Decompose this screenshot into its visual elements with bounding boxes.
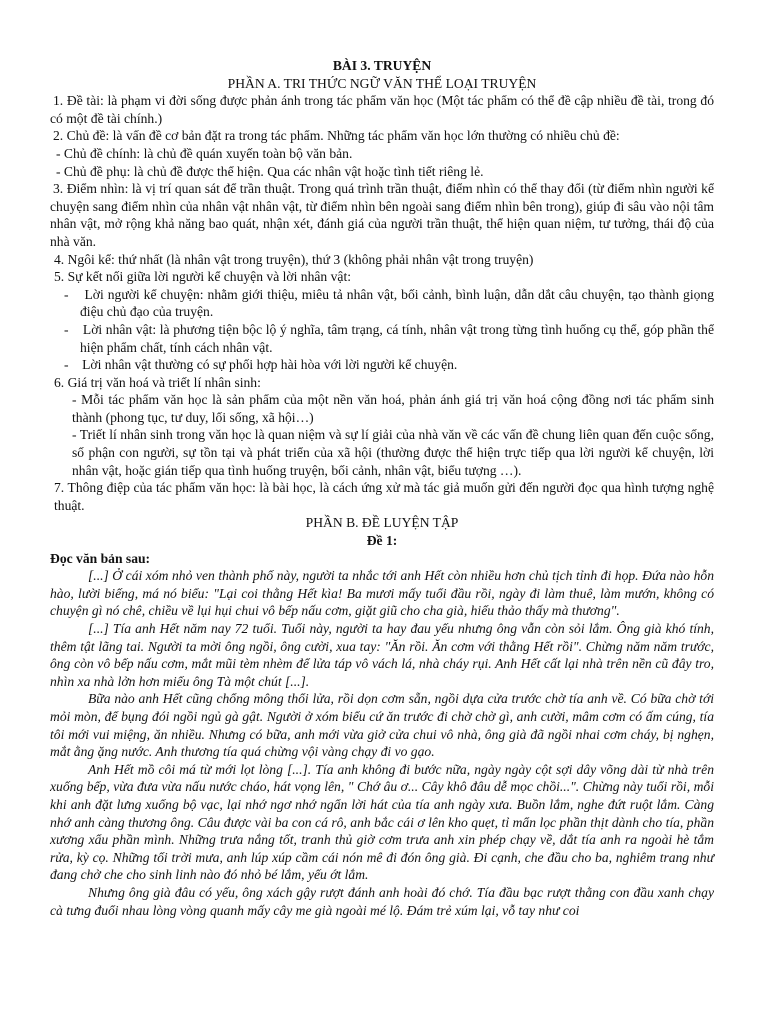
- excerpt-paragraph: Bữa nào anh Hết cũng chổng mông thổi lửa, rồi dọn cơm sẵn, ngồi dựa cửa trước chờ tía anh về. Có bữa chờ tới mỏi mòn, để bụng đói ngồi ngủ gà gật. Người ở xóm biểu cứ ăn trước đi chờ chờ gì, anh cười, mâm cơm có ấm cúng, tía tôi mới vui miệng, ăn nhiều. Nhưng có bữa, anh mới vừa giở cửa chui vô nhà, ông già đã ngồi nhai cơm cháy, bị nghẹn, mắt ằng ặng nước. Anh thương tía quá chừng vội vàng chạy đi vo gạo.: [50, 691, 714, 760]
- excerpt-paragraph: [...] Ở cái xóm nhỏ ven thành phố này, người ta nhắc tới anh Hết còn nhiều hơn chủ tịch tỉnh đi họp. Đứa nào hỗn hào, lười biếng, má nó biểu: "Lại coi thằng Hết kìa! Ba mươi mấy tuổi đầu rồi, ngày đi làm thuê, làm mướn, không có chuyện gì nó chê, chiều về lụi hụi chui vô bếp nấu cơm, giặt giũ cho cha già, hiếu thảo thấy mà thương".: [50, 568, 714, 619]
- item-4-narrative-person: 4. Ngôi kể: thứ nhất (là nhân vật trong truyện), thứ 3 (không phải nhân vật trong truyện): [54, 251, 534, 267]
- list-item-text: Lời người kể chuyện: nhằm giới thiệu, miêu tả nhân vật, bối cảnh, bình luận, dẫn dắt câu chuyện, tạo thành giọng điệu chủ đạo của truyện.: [80, 286, 715, 320]
- part-a-heading: PHẦN A. TRI THỨC NGỮ VĂN THỂ LOẠI TRUYỆN: [227, 75, 537, 91]
- list-dash: -: [64, 357, 69, 373]
- item-2-main-theme: - Chủ đề chính: là chủ đề quán xuyến toàn bộ văn bản.: [56, 145, 353, 161]
- list-dash: -: [64, 286, 69, 302]
- item-6-culture: - Mỗi tác phẩm văn học là sản phẩm của một nền văn hoá, phản ánh giá trị văn hoá cộng đồng nơi tác phẩm sinh thành (phong tục, tư duy, lối sống, xã hội…): [72, 392, 714, 425]
- excerpt-paragraph: Anh Hết mồ côi má từ mới lọt lòng [...]. Tía anh không đi bước nữa, ngày ngày cột sợi dây võng dài từ nhà trên xuống bếp, vừa đưa vừa nấu nước cháo, hát vọng lên, " Chớ âu ơ... Cây khô đâu dễ mọc chồi...". Chừng này tuổi rồi, mỗi khi anh đặt lưng xuống bộ vạc, lại nhớ ngơ nhớ ngẩn lời hát của tía anh ngày xưa. Buồn lắm, nghe đứt ruột lắm. Càng nhớ anh càng thương ông. Câu được vài ba con cá rô, anh bắc cái ơ lên kho quẹt, tỉ mẩn lọc phần thịt dành cho tía, phần xương xẩu phần mình. Những trưa nắng tốt, tranh thủ giờ cơm trưa anh xin phép chạy về, dắt tía anh ra ngoài hè tắm rửa, kỳ cọ. Những tối trời mưa, anh lúp xúp cầm cái nón mê đi đón ông già. Đi cạnh, che đầu cho ba, nghiêm trang như đang chở che cho sinh linh nào đó nhỏ bé lắm, yếu ớt lắm.: [50, 761, 714, 883]
- excerpt-paragraph: [...] Tía anh Hết năm nay 72 tuổi. Tuổi này, người ta hay đau yếu nhưng ông vẫn còn sỏi lắm. Ông già khó tính, thêm tật lãng tai. Người ta mời ông ngồi, ông cười, xua tay: "Ăn rồi. Ăn cơm với thằng Hết rồi". Chừng năm năm trước, ông còn vô bếp nấu cơm, mắt mũi tèm nhèm để lửa táp vô vách lá, nhà cháy rụi. Anh Hết cất lại nhà trên nền cũ đây tro, nhìn xa nhà lởn hơn miếu ông Tà một chút [...].: [50, 621, 714, 689]
- item-6-culture-philosophy: 6. Giá trị văn hoá và triết lí nhân sinh:: [54, 374, 261, 390]
- item-6-philosophy: - Triết lí nhân sinh trong văn học là quan niệm và sự lí giải của nhà văn về các vấn đề chung liên quan đến cuộc sống, số phận con người, sự tồn tại và phát triển của xã hội (thường được thể hiện trực tiếp qua lời người kể chuyện, lời nhân vật, hoặc gián tiếp qua tình huống truyện, bối cảnh, nhân vật, biểu tượng …).: [72, 427, 714, 478]
- list-item-narrator-voice: [50, 286, 714, 321]
- excerpt-paragraph: Nhưng ông già đâu có yếu, ông xách gậy rượt đánh anh hoài đó chớ. Tía đầu bạc rượt thằng con đầu xanh chạy cà tưng đuổi nhau lòng vòng quanh mấy cây me già ngoài mé lộ. Đám trẻ xúm lại, vỗ tay như coi: [50, 884, 714, 918]
- list-item-voice-harmony: [50, 356, 714, 374]
- exercise-number: Đề 1:: [366, 533, 398, 549]
- part-b-heading: PHẦN B. ĐỀ LUYỆN TẬP: [305, 515, 459, 531]
- item-1-topic: 1. Đề tài: là phạm vi đời sống được phản ánh trong tác phẩm văn học (Một tác phẩm có thể đề cập nhiều đề tài, trong đó có một đề tài chính.): [50, 93, 714, 126]
- list-dash: -: [64, 321, 69, 337]
- item-7-message: 7. Thông điệp của tác phẩm văn học: là bài học, là cách ứng xử mà tác giả muốn gửi đến người đọc qua hình tượng nghệ thuật.: [54, 480, 714, 513]
- list-item-character-voice: [50, 321, 714, 356]
- list-item-text: Lời nhân vật thường có sự phối hợp hài hòa với lời người kể chuyện.: [82, 357, 458, 373]
- lesson-title: BÀI 3. TRUYỆN: [332, 58, 432, 73]
- item-2-theme: 2. Chủ đề: là vấn đề cơ bản đặt ra trong tác phẩm. Những tác phẩm văn học lớn thường có nhiều chủ đề:: [53, 128, 620, 144]
- read-instruction: Đọc văn bản sau:: [50, 550, 151, 566]
- item-2-sub-theme: - Chủ đề phụ: là chủ đề được thể hiện. Qua các nhân vật hoặc tình tiết riêng lẻ.: [56, 163, 484, 179]
- list-item-text: Lời nhân vật: là phương tiện bộc lộ ý nghĩa, tâm trạng, cá tính, nhân vật trong từng tình huống cụ thể, góp phần thể hiện phẩm chất, tính cách nhân vật.: [80, 321, 715, 355]
- item-5-narrator-and-character-voice: 5. Sự kết nối giữa lời người kể chuyện và lời nhân vật:: [54, 269, 351, 285]
- item-3-viewpoint: 3. Điểm nhìn: là vị trí quan sát để trần thuật. Trong quá trình trần thuật, điểm nhìn có thể thay đổi (từ điểm nhìn người kể chuyện sang điểm nhìn của nhân vật nhân vật, từ điểm nhìn bên ngoài sang điểm nhìn bên trong), giúp đi sâu vào nội tâm nhân vật, mở rộng khả năng bao quát, nhận xét, đánh giá của người trần thuật, thể hiện quan niệm, tư tưởng, thái độ của nhà văn.: [50, 181, 714, 249]
